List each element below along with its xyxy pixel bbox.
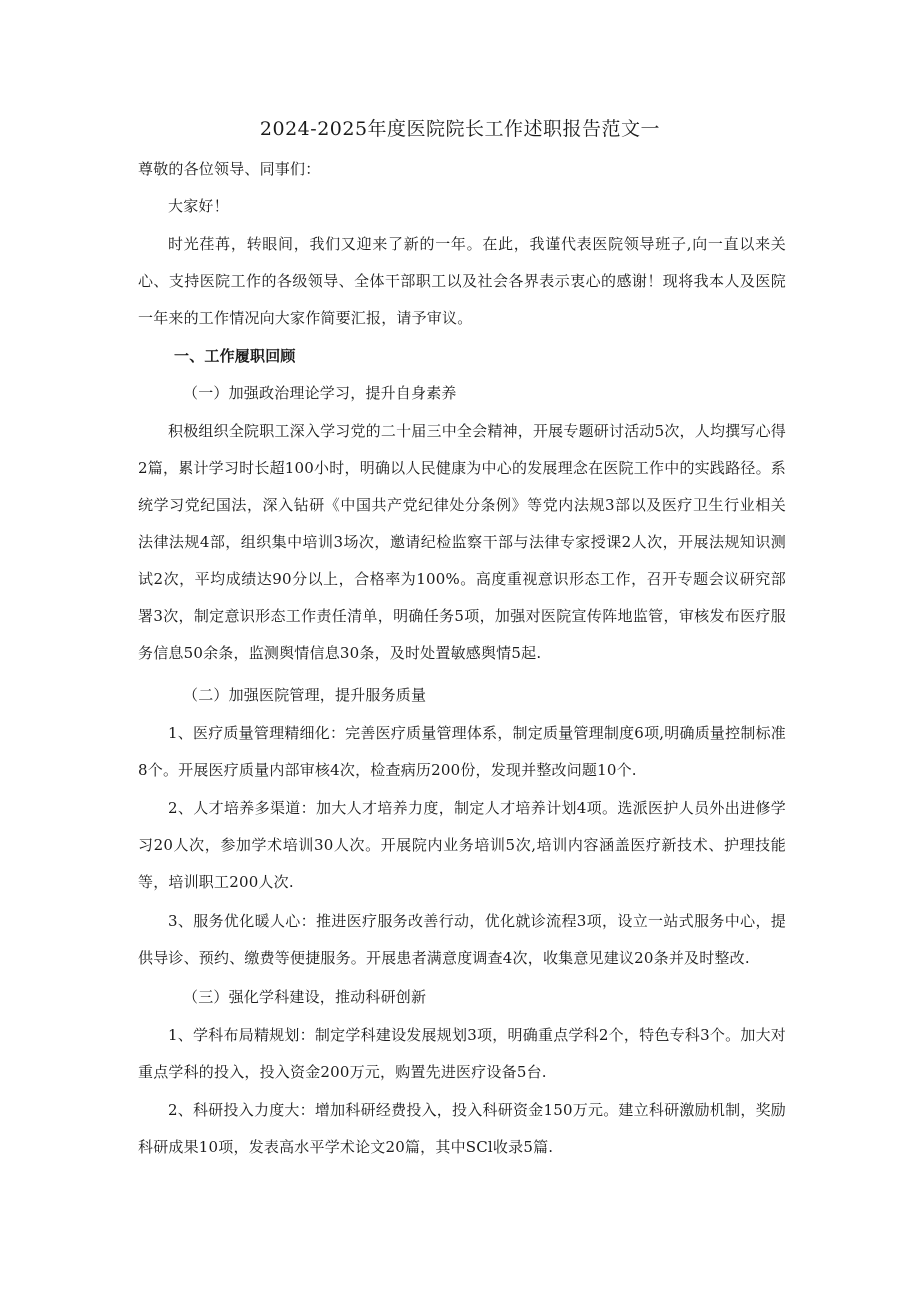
intro-block (138, 226, 786, 337)
sub3-item2-block (138, 1092, 786, 1166)
subsection-2-item-2: 2、人才培养多渠道：加大人才培养力度，制定人才培养计划4项。选派医护人员外出进修学习20人次，参加学术培训30人次。开展院内业务培训5次,培训内容涵盖医疗新技术、护理技能等，培训职工200人次. (138, 799, 786, 891)
document-title: 2024-2025年度医院院长工作述职报告范文一 (259, 118, 661, 140)
section1-heading-block (138, 338, 786, 375)
sub2-item3-block (138, 903, 786, 977)
sub3-heading-block (138, 979, 786, 1016)
intro-paragraph: 时光荏苒，转眼间，我们又迎来了新的一年。在此，我谨代表医院领导班子,向一直以来关心、支持医院工作的各级领导、全体干部职工以及社会各界表示衷心的感谢！现将我本人及医院一年来的工作情况向大家作简要汇报，请予审议。 (138, 235, 786, 327)
salutation: 尊敬的各位领导、同事们： (138, 160, 321, 178)
subsection-1-paragraph: 积极组织全院职工深入学习党的二十届三中全会精神，开展专题研讨活动5次，人均撰写心得2篇，累计学习时长超100小时，明确以人民健康为中心的发展理念在医院工作中的实践路径。系统学习党纪国法，深入钻研《中国共产党纪律处分条例》等党内法规3部以及医疗卫生行业相关法律法规4部，组织集中培训3场次，邀请纪检监察干部与法律专家授课2人次，开展法规知识测试2次，平均成绩达90分以上，合格率为100%。高度重视意识形态工作，召开专题会议研究部署3次，制定意识形态工作责任清单，明确任务5项，加强对医院宣传阵地监管，审核发布医疗服务信息50余条，监测舆情信息30条，及时处置敏感舆情5起. (138, 422, 786, 662)
subsection-2-item-1: 1、医疗质量管理精细化：完善医疗质量管理体系，制定质量管理制度6项,明确质量控制标准8个。开展医疗质量内部审核4次，检查病历200份，发现并整改问题10个. (138, 724, 786, 779)
subsection-2-item-3: 3、服务优化暖人心：推进医疗服务改善行动，优化就诊流程3项，设立一站式服务中心，提供导诊、预约、缴费等便捷服务。开展患者满意度调查4次，收集意见建议20条并及时整改. (138, 912, 786, 967)
subsection-3-item-1: 1、学科布局精规划：制定学科建设发展规划3项，明确重点学科2个，特色专科3个。加大对重点学科的投入，投入资金200万元，购置先进医疗设备5台. (138, 1026, 786, 1081)
sub3-item1-block (138, 1017, 786, 1091)
sub1-body-block (138, 413, 786, 672)
subsection-heading-2: （二）加强医院管理，提升服务质量 (183, 686, 427, 704)
sub2-heading-block (138, 677, 786, 714)
greeting-block (138, 188, 786, 225)
sub2-item2-block (138, 790, 786, 901)
sub1-heading-block (138, 375, 786, 412)
subsection-heading-3: （三）强化学科建设，推动科研创新 (183, 988, 427, 1006)
subsection-3-item-2: 2、科研投入力度大：增加科研经费投入，投入科研资金150万元。建立科研激励机制，奖励科研成果10项，发表高水平学术论文20篇，其中SCl收录5篇. (138, 1101, 786, 1156)
salutation-block (138, 151, 786, 188)
section-heading-1: 一、工作履职回顾 (174, 347, 296, 365)
subsection-heading-1: （一）加强政治理论学习，提升自身素养 (183, 384, 457, 402)
sub2-item1-block (138, 715, 786, 789)
greeting: 大家好！ (168, 197, 229, 215)
